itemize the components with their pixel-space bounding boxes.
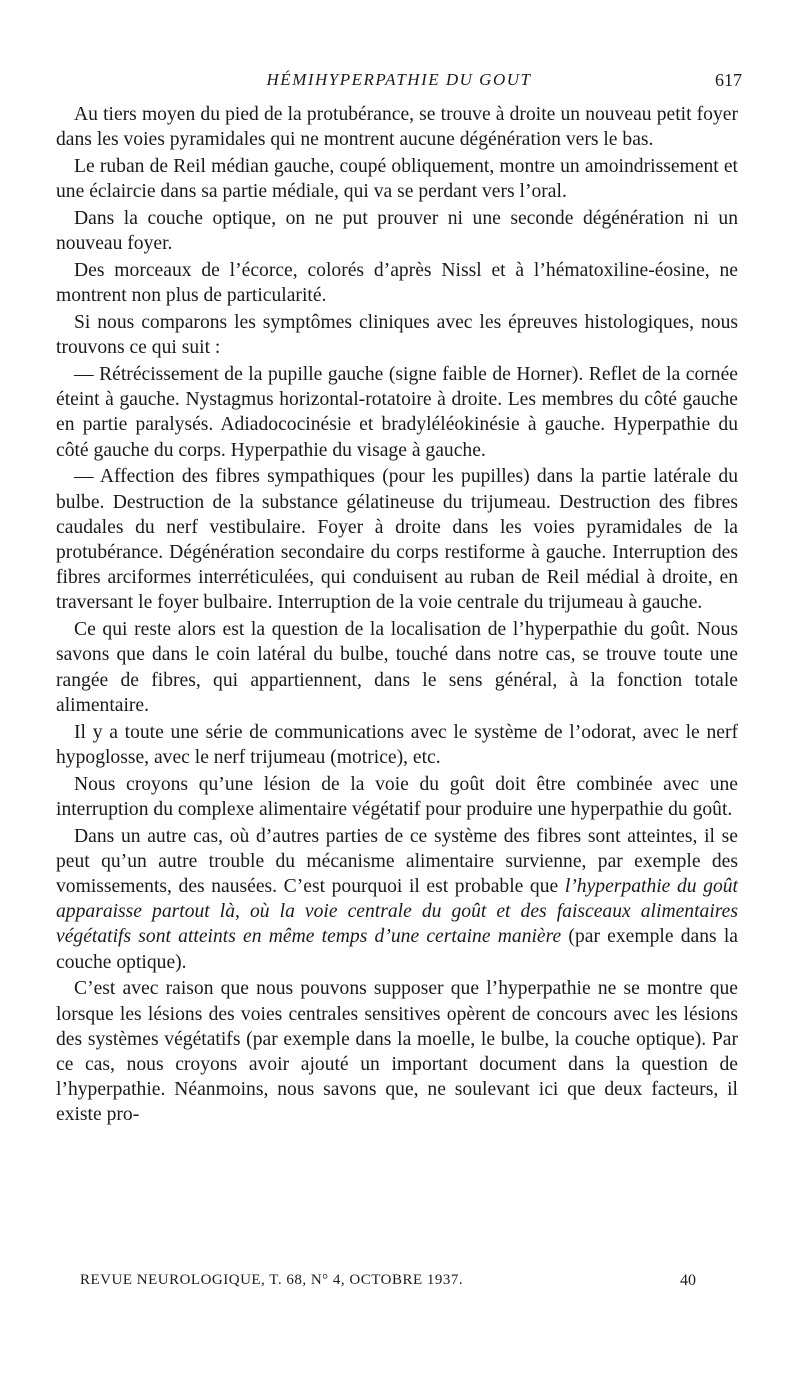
paragraph-text: (par exemple dans la couche optique). <box>56 926 739 973</box>
paragraph: C’est avec raison que nous pouvons supposer que l’hyperpathie ne se montre que lorsque les lésions des voies centrales sensitives opèrent de concours avec les lésions des systèmes végétatifs (par exemple dans la moelle, le bulbe, la couche optique). Par ce cas, nous croyons avoir ajouté un important document dans la question de l’hyperpathie. Néanmoins, nous savons que, ne soulevant ici que deux facteurs, il existe pro- <box>56 978 738 1126</box>
body-text <box>56 102 738 1129</box>
paragraph: Nous croyons qu’une lésion de la voie du goût doit être combinée avec une interruption du complexe alimentaire végétatif pour produire une hyperpathie du goût. <box>56 773 738 820</box>
footer <box>80 1272 696 1294</box>
italic-emphasis: l’hyperpathie du goût apparaisse partout là, où la voie centrale du goût et des faisceaux alimentaires végétatifs sont atteints en même temps d’une certaine manière <box>56 876 738 948</box>
running-title: HÉMIHYPERPATHIE DU GOUT <box>266 70 532 89</box>
paragraph: Il y a toute une série de communications avec le système de l’odorat, avec le nerf hypoglosse, avec le nerf trijumeau (motrice), etc. <box>56 721 738 768</box>
paragraph <box>56 824 738 975</box>
paragraph: Le ruban de Reil médian gauche, coupé obliquement, montre un amoindrissement et une éclaircie dans sa partie médiale, qui va se perdant vers l’oral. <box>56 156 738 203</box>
paragraph: Ce qui reste alors est la question de la localisation de l’hyperpathie du goût. Nous savons que dans le coin latéral du bulbe, touché dans notre cas, se trouve toute une rangée de fibres, qui appartiennent, dans le sens général, à la fonction totale alimentaire. <box>56 619 738 716</box>
paragraph: — Rétrécissement de la pupille gauche (signe faible de Horner). Reflet de la cornée éteint à gauche. Nystagmus horizontal-rotatoire à droite. Les membres du côté gauche en partie paralysés. Adiadococinésie et bradyléléokinésie à gauche. Hyperpathie du côté gauche du corps. Hyperpathie du visage à gauche. <box>56 364 738 461</box>
paragraph: — Affection des fibres sympathiques (pour les pupilles) dans la partie latérale du bulbe. Destruction de la substance gélatineuse du trijumeau. Destruction des fibres caudales du nerf vestibulaire. Foyer à droite dans les voies pyramidales de la protubérance. Dégénération secondaire du corps restiforme à gauche. Interruption des fibres arciformes interréticulées, qui conduisent au ruban de Reil médial à droite, en traversant le foyer bulbaire. Interruption de la voie centrale du trijumeau à gauche. <box>56 466 738 614</box>
running-head <box>56 70 742 94</box>
paragraph: Si nous comparons les symptômes cliniques avec les épreuves histologiques, nous trouvons ce qui suit : <box>56 312 738 359</box>
page-number: 617 <box>715 70 742 90</box>
paragraph: Dans la couche optique, on ne put prouver ni une seconde dégénération ni un nouveau foyer. <box>56 208 738 255</box>
paragraph-text: Dans un autre cas, où d’autres parties de ce système des fibres sont atteintes, il se peut qu’un autre trouble du mécanisme alimentaire survienne, par exemple des vomissements, des nausées. C’est pourquoi il est probable que <box>56 825 738 898</box>
paragraph: Au tiers moyen du pied de la protubérance, se trouve à droite un nouveau petit foyer dans les voies pyramidales qui ne montrent aucune dégénération vers le bas. <box>56 104 738 151</box>
journal-citation: REVUE NEUROLOGIQUE, T. 68, N° 4, OCTOBRE 1937. <box>80 1272 464 1288</box>
paragraph: Des morceaux de l’écorce, colorés d’après Nissl et à l’hématoxiline-éosine, ne montrent non plus de particularité. <box>56 260 738 307</box>
signature-mark: 40 <box>680 1272 696 1289</box>
